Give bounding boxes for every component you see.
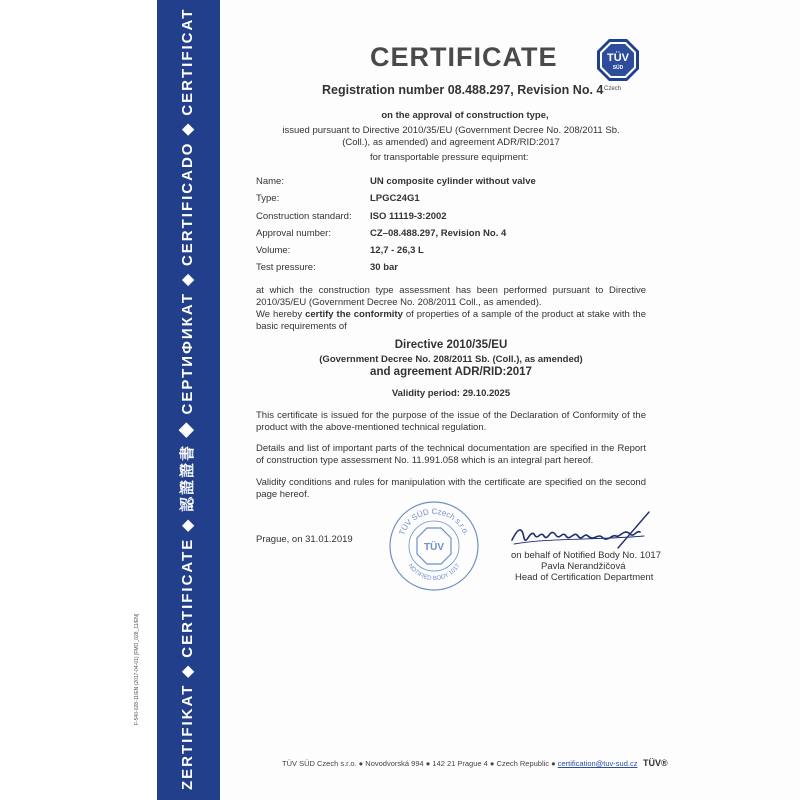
- field-value-volume: 12,7 - 26,3 L: [370, 245, 424, 256]
- signer-role: Head of Certification Department: [515, 572, 654, 583]
- field-value-pressure: 30 bar: [370, 262, 398, 273]
- form-code: F-540-028-11/EN (2017-04-01) [FMO_028_11/EN]: [134, 613, 140, 725]
- field-label-name: Name:: [256, 176, 284, 187]
- directive-line-3: and agreement ADR/RID:2017: [370, 366, 532, 378]
- purpose-paragraph: This certificate is issued for the purpose of the issue of the Declaration of Conformity of the product with the above-mentioned technical regulation.: [256, 410, 646, 433]
- conformity-bold: certify the conformity: [305, 309, 403, 320]
- logo-brand: TÜV: [607, 52, 629, 64]
- tuv-logo-icon: [596, 38, 640, 82]
- validity-period: Validity period: 29.10.2025: [391, 388, 511, 399]
- conformity-post: of properties of a sample of the product at stake with the basic requirements of: [256, 309, 647, 332]
- intro-line-4: for transportable pressure equipment:: [370, 152, 529, 163]
- field-label-standard: Construction standard:: [256, 211, 352, 222]
- intro-line-1: on the approval of construction type,: [381, 110, 549, 121]
- field-value-standard: ISO 11119-3:2002: [370, 211, 447, 222]
- details-paragraph: Details and list of important parts of the technical documentation are specified in the Report of construction type assessment No. 11.991.058 which is an integral part hereof.: [256, 443, 646, 466]
- footer-email-link[interactable]: certification@tuv-sud.cz: [557, 759, 638, 768]
- field-value-type: LPGC24G1: [370, 193, 420, 204]
- field-label-pressure: Test pressure:: [256, 262, 316, 273]
- field-value-approval: CZ–08.488.297, Revision No. 4: [370, 228, 507, 239]
- directive-line-1: Directive 2010/35/EU: [394, 339, 508, 351]
- svg-text:TÜV SÜD Czech s.r.o.: [397, 507, 471, 537]
- field-label-type: Type:: [256, 193, 280, 204]
- intro-line-3: (Coll.), as amended) and agreement ADR/RID:2017: [342, 137, 560, 148]
- side-band-text: ZERTIFIKAT ◆ CERTIFICATE ◆ 認證證書 ◆ СЕРТИФИКАТ ◆ CERTIFICADO ◆ CERTIFICAT: [179, 7, 196, 790]
- assessment-paragraph: at which the construction type assessment has been performed pursuant to Directive 2010/35/EU (Government Decree No. 208/2011 Coll., as amended).: [256, 285, 646, 308]
- signer-name: Pavla Nerandžičová: [541, 561, 626, 572]
- field-value-name: UN composite cylinder without valve: [370, 176, 536, 187]
- logo-country: Czech: [604, 86, 622, 92]
- field-label-approval: Approval number:: [256, 228, 331, 239]
- registration-number: Registration number 08.488.297, Revision No. 4: [322, 83, 604, 97]
- stamp-bottom-text: NOTIFIED BODY 1017: [406, 563, 462, 583]
- place-date: Prague, on 31.01.2019: [256, 534, 353, 545]
- svg-text:NOTIFIED BODY 1017: [407, 563, 462, 582]
- signature-icon: [508, 508, 653, 553]
- validity-paragraph: Validity conditions and rules for manipulation with the certificate are specified on the second page hereof.: [256, 477, 646, 500]
- on-behalf-text: on behalf of Notified Body No. 1017: [511, 550, 661, 561]
- conformity-pre: We hereby: [256, 309, 306, 320]
- field-label-volume: Volume:: [256, 245, 291, 256]
- directive-line-2: (Government Decree No. 208/2011 Sb. (Coll.), as amended): [319, 354, 583, 365]
- intro-line-2: issued pursuant to Directive 2010/35/EU (Government Decree No. 208/2011 Sb.: [282, 125, 620, 136]
- conformity-paragraph: [256, 309, 646, 333]
- footer-address: [282, 759, 637, 768]
- footer-text: TÜV SÜD Czech s.r.o. ● Novodvorská 994 ● 142 21 Prague 4 ● Czech Republic ●: [282, 759, 558, 768]
- footer-brand: TÜV®: [643, 758, 668, 768]
- page-title: CERTIFICATE: [370, 42, 558, 72]
- official-stamp-icon: [388, 500, 480, 592]
- stamp-top-text: TÜV SÜD Czech s.r.o.: [397, 506, 471, 537]
- logo-sub: SÜD: [612, 65, 624, 71]
- stamp-center-text: TÜV: [424, 542, 444, 553]
